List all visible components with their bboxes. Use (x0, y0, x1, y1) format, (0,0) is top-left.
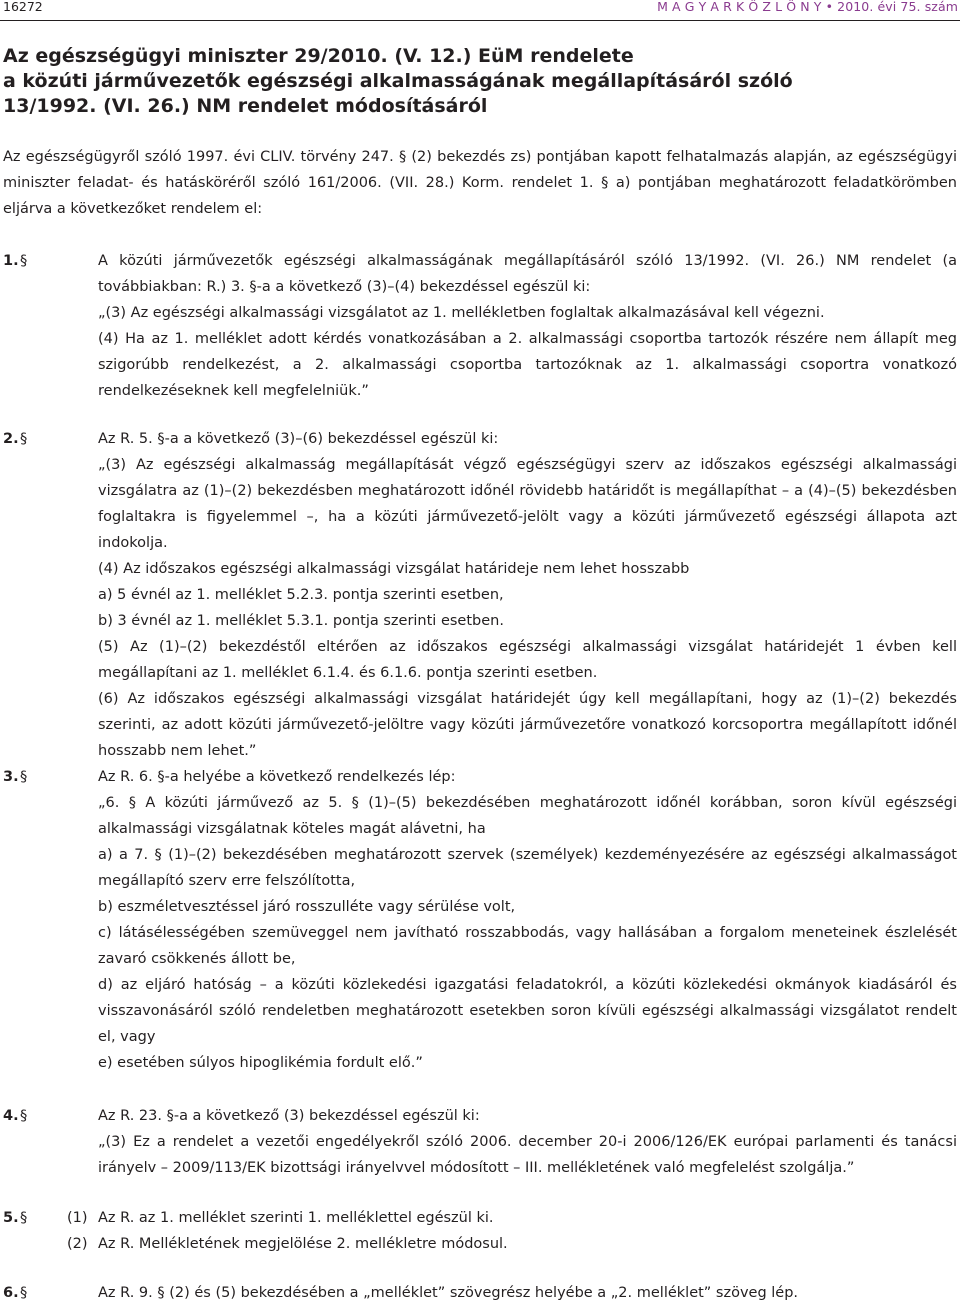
section-sign: § (20, 431, 28, 447)
document-title (3, 44, 903, 119)
paragraph: a) a 7. § (1)–(2) bekezdésében meghatározott szervek (személyek) kezdeményezésére az egészségi alkalmasságot megállapító szerv erre felszólította, (98, 847, 957, 889)
section-6 (3, 1280, 957, 1306)
section-3 (3, 764, 957, 1076)
subsection (67, 1205, 957, 1231)
paragraph: Az R. 23. §-a a következő (3) bekezdéssel egészül ki: (98, 1108, 480, 1124)
paragraph: „(3) Ez a rendelet a vezetői engedélyekről szóló 2006. december 20-i 2006/126/EK európai parlamenti és tanácsi irányelv – 2009/113/EK bizottsági irányelvvel módosított – III. mellékletének való megfelelést szolgálja.” (98, 1134, 957, 1176)
section-sign: § (20, 769, 28, 785)
paragraph: c) látásélességében szemüveggel nem javítható rosszabbodás, vagy hallásában a forgalom meneteinek észlelését zavaró csökkenés állott be, (98, 925, 957, 967)
title-line: Az egészségügyi miniszter 29/2010. (V. 12.) EüM rendelete (3, 45, 634, 67)
paragraph: (5) Az (1)–(2) bekezdéstől eltérően az időszakos egészségi alkalmassági vizsgálat határidejét 1 évben kell megállapítani az 1. melléklet 6.1.4. és 6.1.6. pontja szerinti esetben. (98, 639, 957, 681)
page-number: 16272 (3, 0, 43, 14)
page-header (0, 0, 960, 16)
title-line: a közúti járművezetők egészségi alkalmasságának megállapításáról szóló (3, 70, 793, 92)
section-number: 3. (3, 769, 19, 785)
paragraph: (4) Ha az 1. melléklet adott kérdés vonatkozásában a 2. alkalmassági csoportba tartozók részére nem állapít meg szigorúbb rendelkezést, a 2. alkalmassági csoportba tartozóknak az 1. alkalmassági csoportra vonatkozó rendelkezéseknek kell megfelelniük.” (98, 331, 957, 399)
section-body (98, 764, 957, 1076)
section-body (98, 1280, 957, 1306)
section-5 (3, 1205, 957, 1257)
section-sign: § (20, 1108, 28, 1124)
section-number: 6. (3, 1285, 19, 1301)
paragraph: b) eszméletvesztéssel járó rosszulléte vagy sérülése volt, (98, 899, 516, 915)
section-2 (3, 426, 957, 764)
section-body (98, 248, 957, 404)
paragraph: e) esetében súlyos hipoglikémia fordult elő.” (98, 1055, 423, 1071)
paragraph: (4) Az időszakos egészségi alkalmassági vizsgálat határideje nem lehet hosszabb (98, 561, 690, 577)
subsection-number: (1) (67, 1210, 88, 1226)
paragraph: Az R. Mellékletének megjelölése 2. mellékletre módosul. (98, 1236, 508, 1252)
section-number: 4. (3, 1108, 19, 1124)
section-sign: § (20, 1285, 28, 1301)
paragraph: Az R. 9. § (2) és (5) bekezdésében a „melléklet” szövegrész helyébe a „2. melléklet” szöveg lép. (98, 1285, 799, 1301)
paragraph: Az R. az 1. melléklet szerinti 1. melléklettel egészül ki. (98, 1210, 494, 1226)
section-number: 1. (3, 253, 19, 269)
paragraph: d) az eljáró hatóság – a közúti közlekedési igazgatási feladatokról, a közúti közlekedési okmányok kiadásáról és visszavonásáról szóló rendeletben meghatározott esetekben soron kívüli egészségi alkalmassági vizsgálatot rendelt el, vagy (98, 977, 957, 1045)
preamble: Az egészségügyről szóló 1997. évi CLIV. törvény 247. § (2) bekezdés zs) pontjában kapott felhatalmazás alapján, az egészségügyi miniszter feladat- és hatásköréről szóló 161/2006. (VII. 28.) Korm. rendelet 1. § a) pontjában meghatározott feladatkörömben eljárva a következőket rendelem el: (3, 149, 957, 217)
paragraph: Az R. 5. §-a a következő (3)–(6) bekezdéssel egészül ki: (98, 431, 499, 447)
section-body (98, 426, 957, 764)
paragraph: A közúti járművezetők egészségi alkalmasságának megállapításáról szóló 13/1992. (VI. 26.) NM rendelet (a továbbiakban: R.) 3. §-a a következő (3)–(4) bekezdéssel egészül ki: (98, 253, 957, 295)
subsection (67, 1231, 957, 1257)
paragraph: b) 3 évnél az 1. melléklet 5.3.1. pontja szerinti esetben. (98, 613, 504, 629)
section-number: 2. (3, 431, 19, 447)
paragraph: „(3) Az egészségi alkalmassági vizsgálatot az 1. mellékletben foglaltak alkalmazásával kell végezni. (98, 305, 825, 321)
paragraph: a) 5 évnél az 1. melléklet 5.2.3. pontja szerinti esetben, (98, 587, 504, 603)
header-divider (0, 20, 960, 21)
section-number: 5. (3, 1210, 19, 1226)
running-head: M A G Y A R K Ö Z L Ö N Y • 2010. évi 75. szám (657, 0, 958, 14)
subsection-number: (2) (67, 1236, 88, 1252)
paragraph: (6) Az időszakos egészségi alkalmassági vizsgálat határidejét úgy kell megállapítani, hogy az (1)–(2) bekezdés szerinti, az adott közúti járművezető-jelöltre vagy közúti járművezetőre vonatkozó korcsoportra megállapított időnél hosszabb nem lehet.” (98, 691, 957, 759)
section-body (67, 1205, 957, 1257)
section-1 (3, 248, 957, 404)
section-4 (3, 1103, 957, 1181)
paragraph: „6. § A közúti járművező az 5. § (1)–(5) bekezdésében meghatározott időnél korábban, soron kívül egészségi alkalmassági vizsgálatnak köteles magát alávetni, ha (98, 795, 957, 837)
section-sign: § (20, 253, 28, 269)
section-body (98, 1103, 957, 1181)
paragraph: „(3) Az egészségi alkalmasság megállapítását végző egészségügyi szerv az időszakos egészségi alkalmassági vizsgálatra az (1)–(2) bekezdésben meghatározott időnél rövidebb határidőt is megállapíthat – a (4)–(5) bekezdésben foglaltakra is figyelemmel –, ha a közúti járművezető-jelölt vagy a közúti járművezető egészségi állapota azt indokolja. (98, 457, 957, 551)
section-sign: § (20, 1210, 28, 1226)
title-line: 13/1992. (VI. 26.) NM rendelet módosításáról (3, 95, 488, 117)
paragraph: Az R. 6. §-a helyébe a következő rendelkezés lép: (98, 769, 456, 785)
